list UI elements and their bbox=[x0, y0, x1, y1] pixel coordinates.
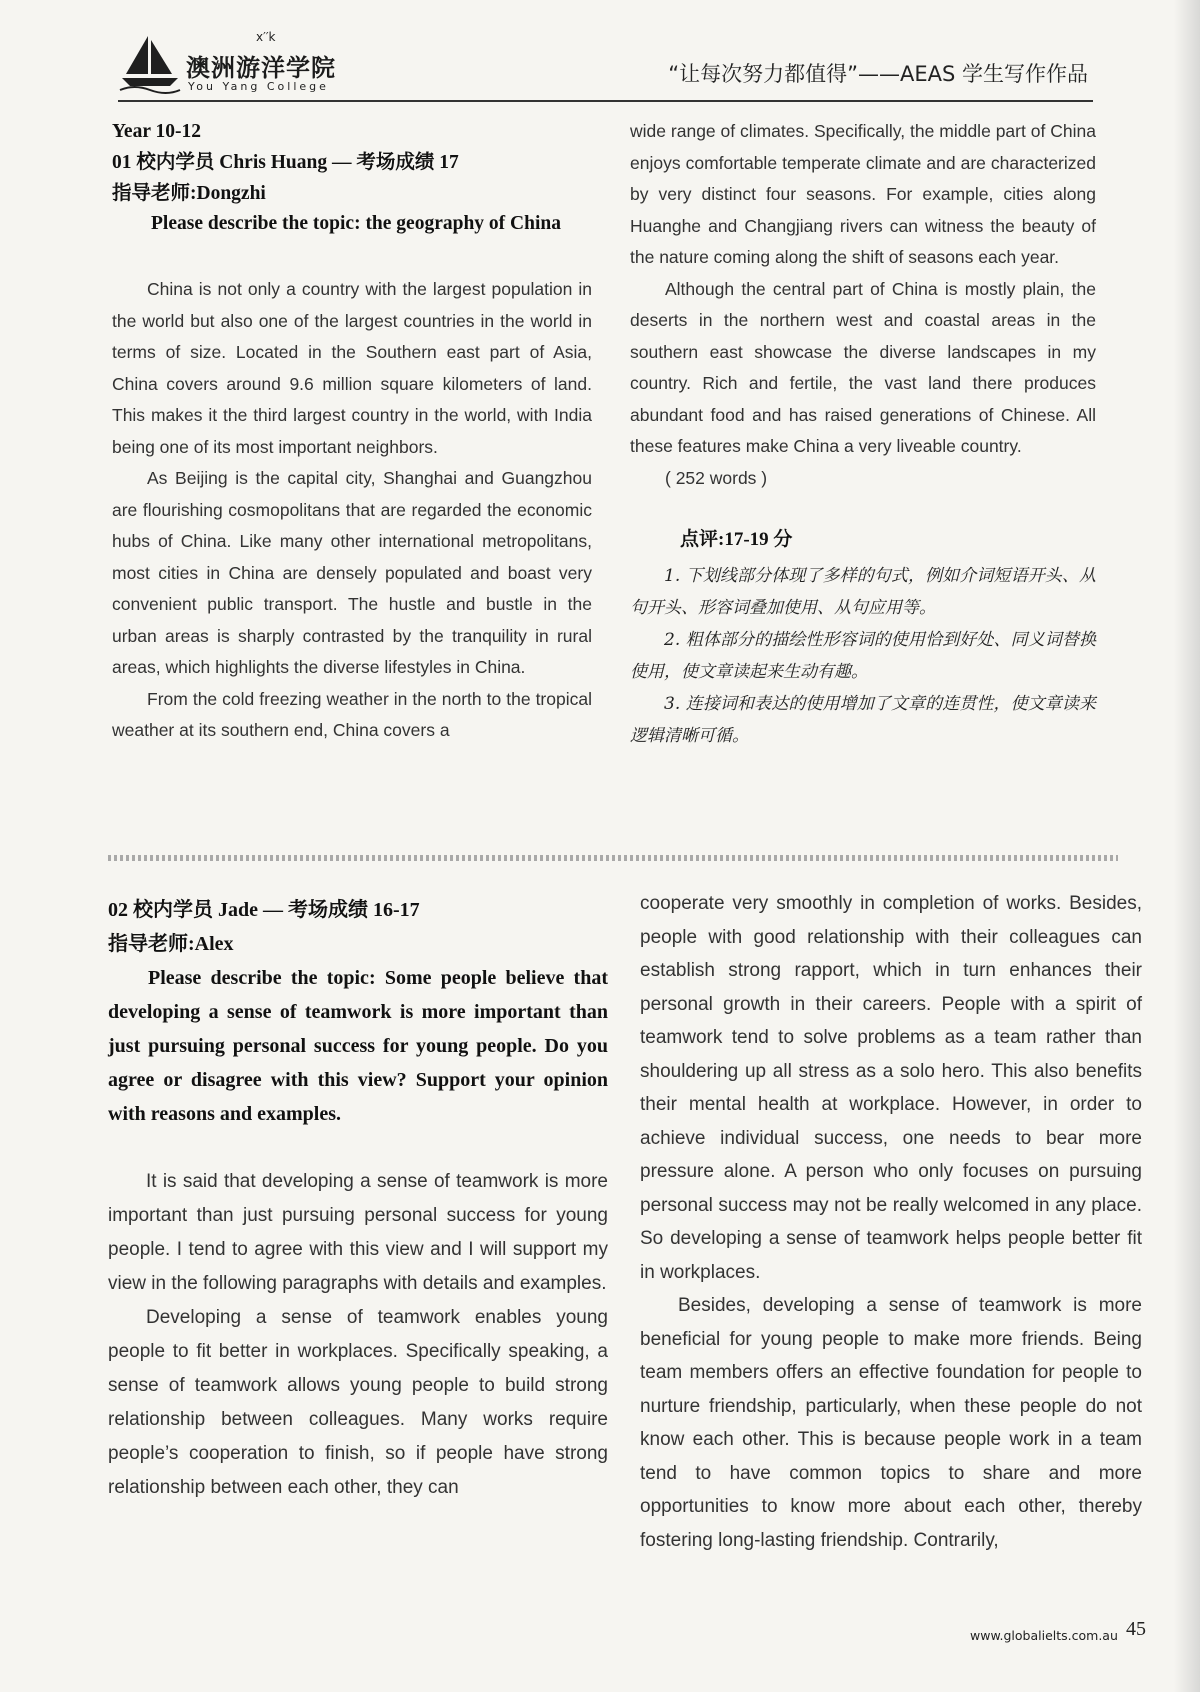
essay1-topic: Please describe the topic: the geography of China bbox=[151, 213, 561, 234]
review-item: 2. 粗体部分的描绘性形容词的使用恰到好处、同义词替换使用，使文章读起来生动有趣。 bbox=[630, 629, 1096, 682]
logo-top-text: x′′k bbox=[256, 30, 276, 44]
essay1-paragraph: As Beijing is the capital city, Shanghai and Guangzhou are flourishing cosmopolitans that are regarded the economic hubs of China. Like many other international metropolitans, most cities in China are densely populated and boast very convenient public transport. The hustle and bustle in the urban areas is sharply contrasted by the tranquility in rural areas, which highlights the diverse lifestyles in China. bbox=[112, 468, 592, 677]
essay1-paragraph: From the cold freezing weather in the north to the tropical weather at its southern end, China covers a bbox=[112, 688, 592, 740]
essay2-paragraph: It is said that developing a sense of teamwork is more important than just pursuing personal success for young people. I tend to agree with this view and I will support my view in the following paragraphs with details and examples. bbox=[108, 1171, 608, 1294]
essay1-review-title: 点评:17-19 分 bbox=[680, 529, 793, 550]
essay1-paragraph: wide range of climates. Specifically, the middle part of China enjoys comfortable temperate climate and are characterized by very distinct four seasons. For example, cities along Huanghe and Changjiang rivers can witness the beauty of the nature coming along the shift of seasons each year. bbox=[630, 121, 1096, 267]
review-item: 1. 下划线部分体现了多样的句式，例如介词短语开头、从句开头、形容词叠加使用、从句应用等。 bbox=[630, 565, 1096, 618]
essay1-level: Year 10-12 bbox=[112, 121, 201, 142]
ship-logo-icon bbox=[118, 34, 182, 96]
essay2-student: 02 校内学员 Jade — 考场成绩 16-17 bbox=[108, 899, 420, 921]
section-divider bbox=[108, 855, 1118, 861]
essay2-topic: Please describe the topic: Some people believe that developing a sense of teamwork is more important than just pursuing personal success for young people. Do you agree or disagree with this view? Support your opinion with reasons and examples. bbox=[108, 967, 608, 1125]
essay1-left-column bbox=[112, 116, 592, 747]
essay1-student: 01 校内学员 Chris Huang — 考场成绩 17 bbox=[112, 152, 459, 173]
essay1-word-count: ( 252 words ) bbox=[665, 467, 768, 488]
essay2-paragraph: cooperate very smoothly in completion of works. Besides, people with good relationship with their colleagues can establish strong rapport, which in turn enhances their personal growth in their careers. People with a spirit of teamwork tend to solve problems as a team rather than shouldering up all stress as a solo hero. This also benefits their mental health at workplace. However, in order to achieve individual success, one needs to bear more pressure alone. A person who only focuses on pursuing personal success may not be really welcomed in any place. So developing a sense of teamwork helps people better fit in workplaces. bbox=[640, 893, 1142, 1283]
header-divider bbox=[118, 100, 1093, 102]
essay2-right-column bbox=[640, 887, 1142, 1557]
essay2-paragraph: Developing a sense of teamwork enables young people to fit better in workplaces. Specifically speaking, a sense of teamwork allows young people to build strong relationship between colleagues. Many works require people’s cooperation to finish, so if people have strong relationship between each other, they can bbox=[108, 1307, 608, 1498]
page-number: 45 bbox=[1126, 1618, 1146, 1640]
page-edge-shadow bbox=[1174, 0, 1200, 1692]
essay1-paragraph: China is not only a country with the largest population in the world but also one of the largest countries in the world in terms of size. Located in the Southern east part of Asia, China covers around 9.6 million square kilometers of land. This makes it the third largest country in the world, with India being one of its most important neighbors. bbox=[112, 279, 592, 457]
college-logo bbox=[118, 30, 358, 100]
essay1-teacher: 指导老师:Dongzhi bbox=[112, 183, 266, 204]
essay1-right-column bbox=[630, 116, 1096, 752]
essay2-teacher: 指导老师:Alex bbox=[108, 933, 234, 955]
section-title: “让每次努力都值得”——AEAS 学生写作作品 bbox=[668, 62, 1088, 86]
review-item: 3. 连接词和表达的使用增加了文章的连贯性，使文章读来逻辑清晰可循。 bbox=[630, 693, 1096, 746]
logo-chinese-name: 澳洲游洋学院 bbox=[186, 54, 336, 82]
essay2-left-column bbox=[108, 893, 608, 1505]
essay2-paragraph: Besides, developing a sense of teamwork is more beneficial for young people to make more friends. Being team members offers an effective foundation for people to nurture friendship, particularly, when these people do not know each other. This is because people work in a team tend to have common topics to share and more opportunities to know more about each other, thereby fostering long-lasting friendship. Contrarily, bbox=[640, 1295, 1142, 1551]
logo-english-name: You Yang College bbox=[188, 80, 329, 93]
essay1-review bbox=[630, 560, 1096, 752]
essay1-paragraph: Although the central part of China is mostly plain, the deserts in the northern west and coastal areas in the southern east showcase the diverse landscapes in my country. Rich and fertile, the vast land there produces abundant food and has raised generations of Chinese. All these features make China a very liveable country. bbox=[630, 278, 1096, 456]
footer-url: www.globalielts.com.au bbox=[970, 1628, 1118, 1643]
